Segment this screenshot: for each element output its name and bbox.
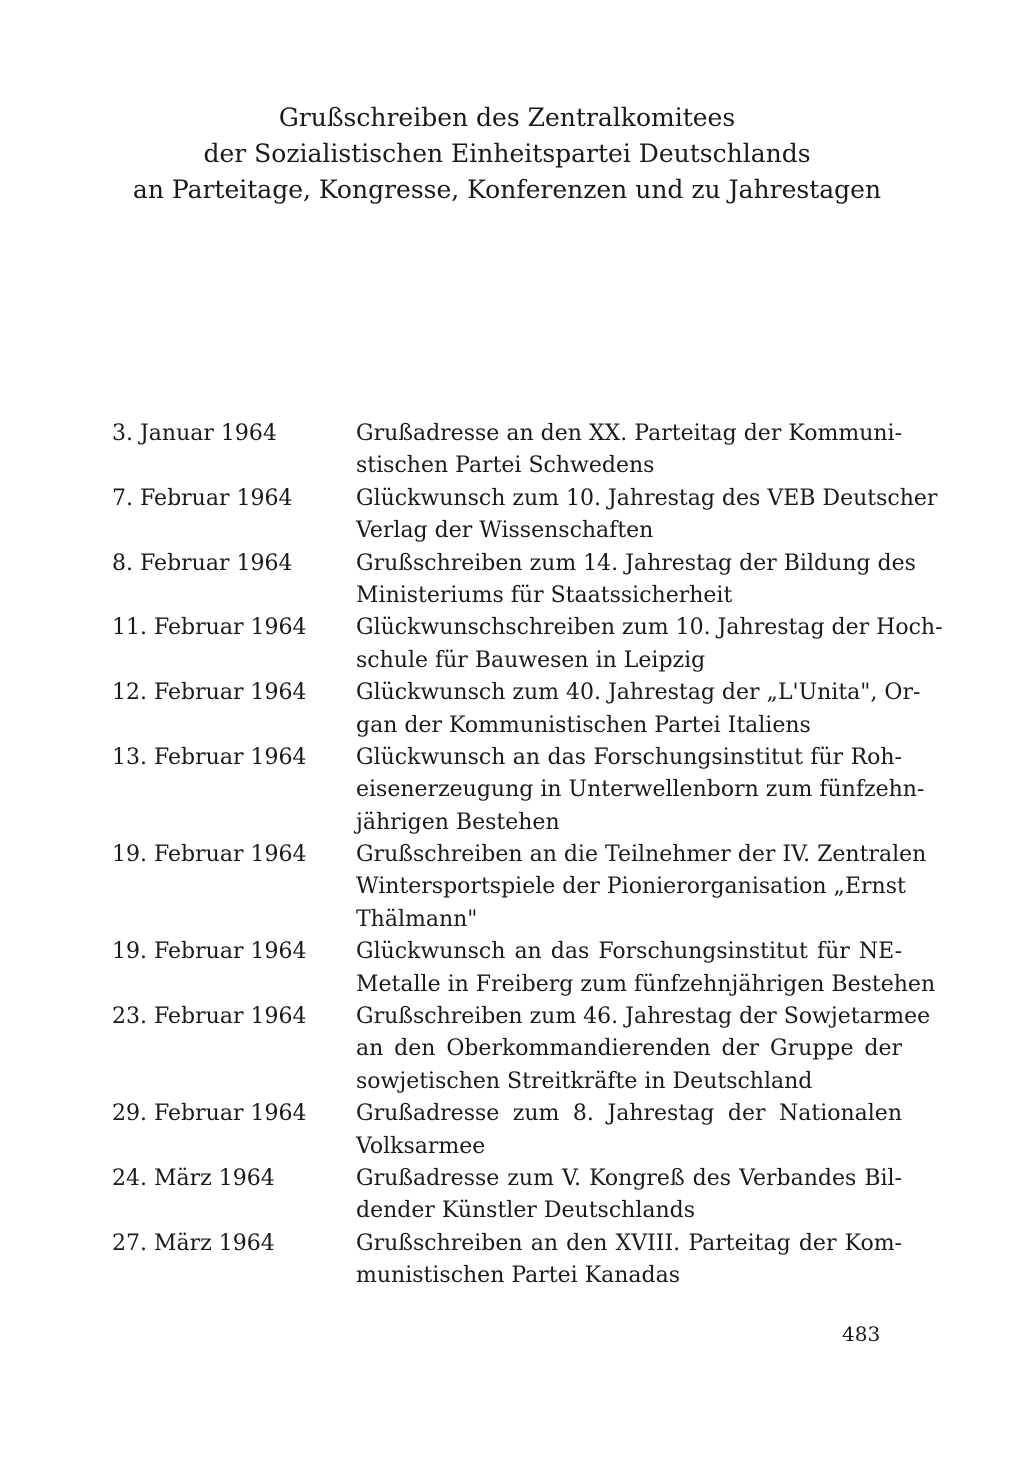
title-line: Grußschreiben des Zentralkomitees bbox=[278, 103, 736, 132]
entry-line: Verlag der Wissenschaften bbox=[356, 518, 654, 544]
entry-date: 3. Januar 1964 bbox=[112, 421, 277, 446]
list-item bbox=[112, 612, 943, 677]
entry-description bbox=[356, 548, 916, 613]
entry-date: 23. Februar 1964 bbox=[112, 1004, 307, 1030]
entry-line: eisenerzeugung in Unterwellenborn zum fünfzehn- bbox=[356, 777, 925, 803]
entries-list bbox=[112, 418, 943, 1293]
list-item bbox=[112, 839, 927, 936]
title-line: an Parteitage, Kongresse, Konferenzen und zu Jahrestagen bbox=[132, 175, 882, 204]
entry-description bbox=[356, 936, 936, 1001]
entry-description bbox=[356, 1001, 931, 1098]
entry-line: Glückwunsch zum 40. Jahrestag der „L'Unita", Or- bbox=[356, 680, 921, 706]
entry-line: Glückwunsch an das Forschungsinstitut für Roh- bbox=[356, 744, 902, 770]
entry-line: stischen Partei Schwedens bbox=[356, 453, 655, 479]
entry-line: Grußadresse zum 8. Jahrestag der Nationalen bbox=[356, 1101, 902, 1127]
entry-line: Grußschreiben an die Teilnehmer der IV. Zentralen bbox=[356, 842, 927, 868]
entry-line: Glückwunschschreiben zum 10. Jahrestag der Hoch- bbox=[356, 615, 943, 641]
entry-line: sowjetischen Streitkräfte in Deutschland bbox=[356, 1068, 813, 1094]
entry-date: 19. Februar 1964 bbox=[112, 939, 307, 965]
title-line: der Sozialistischen Einheitspartei Deutschlands bbox=[203, 139, 811, 168]
entry-line: Volksarmee bbox=[356, 1133, 486, 1159]
entry-line: Grußadresse zum V. Kongreß des Verbandes Bil- bbox=[356, 1165, 902, 1191]
entry-date: 11. Februar 1964 bbox=[112, 615, 307, 641]
entry-line: an den Oberkommandierenden der Gruppe der bbox=[356, 1036, 902, 1062]
entry-line: Glückwunsch an das Forschungsinstitut für NE- bbox=[356, 939, 902, 965]
entry-line: dender Künstler Deutschlands bbox=[356, 1198, 696, 1224]
entry-date: 13. Februar 1964 bbox=[112, 744, 307, 770]
entry-description bbox=[356, 1228, 902, 1293]
entry-line: Grußschreiben zum 46. Jahrestag der Sowjetarmee bbox=[356, 1004, 931, 1030]
entry-date: 7. Februar 1964 bbox=[112, 485, 293, 511]
entry-date: 29. Februar 1964 bbox=[112, 1101, 307, 1127]
list-item bbox=[112, 548, 916, 613]
list-item bbox=[112, 1228, 912, 1293]
entry-description bbox=[356, 612, 943, 677]
entry-description bbox=[356, 1098, 902, 1163]
entry-date: 19. Februar 1964 bbox=[112, 842, 307, 868]
entry-line: gan der Kommunistischen Partei Italiens bbox=[356, 712, 811, 738]
list-item bbox=[112, 418, 912, 483]
entry-line: Thälmann" bbox=[356, 906, 478, 932]
entry-date: 24. März 1964 bbox=[112, 1165, 275, 1191]
entry-line: jährigen Bestehen bbox=[356, 809, 560, 835]
entry-line: Wintersportspiele der Pionierorganisation „Ernst bbox=[356, 874, 906, 900]
list-item bbox=[112, 742, 925, 839]
document-title bbox=[100, 100, 914, 208]
entry-line: Grußschreiben zum 14. Jahrestag der Bildung des bbox=[356, 550, 916, 576]
entry-description bbox=[356, 677, 921, 742]
entry-line: Grußschreiben an den XVIII. Parteitag der Kom- bbox=[356, 1230, 902, 1256]
entry-line: Ministeriums für Staatssicherheit bbox=[356, 582, 733, 608]
entry-description bbox=[356, 1163, 902, 1228]
list-item bbox=[112, 936, 936, 1001]
list-item bbox=[112, 1163, 912, 1228]
entry-date: 27. März 1964 bbox=[112, 1230, 275, 1256]
entry-line: Grußadresse an den XX. Parteitag der Kommuni- bbox=[356, 421, 902, 446]
entry-description bbox=[356, 742, 925, 839]
entry-date: 12. Februar 1964 bbox=[112, 680, 307, 706]
entry-line: Glückwunsch zum 10. Jahrestag des VEB Deutscher bbox=[356, 485, 938, 511]
entry-line: Metalle in Freiberg zum fünfzehnjährigen Bestehen bbox=[356, 971, 936, 997]
page-number: 483 bbox=[842, 1322, 881, 1346]
list-item bbox=[112, 1098, 912, 1163]
entry-line: schule für Bauwesen in Leipzig bbox=[356, 647, 706, 673]
entry-description bbox=[356, 839, 927, 936]
list-item bbox=[112, 677, 921, 742]
entry-date: 8. Februar 1964 bbox=[112, 550, 293, 576]
entry-line: munistischen Partei Kanadas bbox=[356, 1263, 681, 1289]
list-item bbox=[112, 1001, 931, 1098]
entry-description bbox=[356, 483, 938, 548]
entry-description bbox=[356, 418, 902, 483]
list-item bbox=[112, 483, 938, 548]
